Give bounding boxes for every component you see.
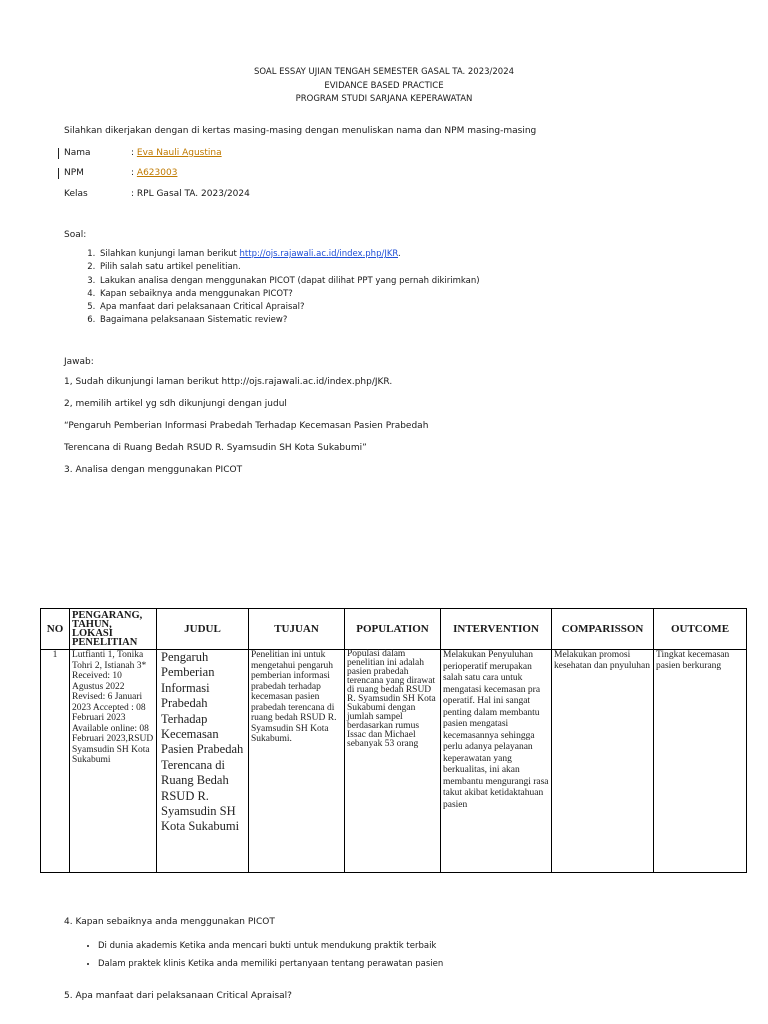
soal-label: Soal: — [64, 230, 87, 240]
q4-title: 4. Kapan sebaiknya anda menggunakan PICOT — [64, 917, 275, 927]
cell-judul: Pengaruh Pemberian Informasi Prabedah Terhadap Kecemasan Pasien Prabedah Terencana di Ruang Bedah RSUD R. Syamsudin SH Kota Sukabumi — [157, 650, 249, 873]
article-title-line2: Terencana di Ruang Bedah RSUD R. Syamsudin SH Kota Sukabumi” — [64, 443, 367, 453]
cell-no: 1 — [41, 650, 70, 873]
soal-item-4: 4. Kapan sebaiknya anda menggunakan PICOT? — [98, 288, 480, 301]
nama-value[interactable]: Eva Nauli Agustina — [136, 148, 222, 158]
jawab-2: 2, memilih artikel yg sdh dikunjungi dengan judul — [64, 399, 287, 409]
kelas-value: : RPL Gasal TA. 2023/2024 — [131, 189, 250, 199]
cell-pengarang: Lutfianti 1, Tonika Tohri 2, Istianah 3* Received: 10 Agustus 2022 Revised: 6 Januari 2023 Accepted : 08 Februari 2023 Available online: 08 Februari 2023,RSUD Syamsudin SH Kota Sukabumi — [70, 650, 157, 873]
table-header-row — [41, 609, 747, 650]
jawab-1: 1, Sudah dikunjungi laman berikut http://ojs.rajawali.ac.id/index.php/JKR. — [64, 377, 393, 387]
npm-field[interactable]: : A623003 — [131, 168, 178, 178]
doc-subtitle: EVIDANCE BASED PRACTICE — [324, 81, 444, 91]
cell-outcome: Tingkat kecemasan pasien berkurang — [654, 650, 747, 873]
soal-item-1: 1. Silahkan kunjungi laman berikut http://ojs.rajawali.ac.id/index.php/JKR. — [98, 248, 480, 261]
doc-title: SOAL ESSAY UJIAN TENGAH SEMESTER GASAL TA. 2023/2024 — [253, 67, 515, 77]
cell-population: Populasi dalam penelitian ini adalah pasien prabedah terencana yang dirawat di ruang bedah RSUD R. Syamsudin SH Kota Sukabumi dengan jumlah sampel berdasarkan rumus Issac dan Michael sebanyak 53 orang — [345, 650, 441, 873]
soal-item-2: 2. Pilih salah satu artikel penelitian. — [98, 261, 480, 274]
cell-comparison: Melakukan promosi kesehatan dan pnyuluhan — [552, 650, 654, 873]
instruction-text: Silahkan dikerjakan dengan di kertas masing-masing dengan menuliskan nama dan NPM masing-masing — [64, 126, 537, 136]
col-header-pengarang: PENGARANG, TAHUN, LOKASI PENELITIAN — [70, 609, 157, 650]
nama-label: Nama — [64, 148, 91, 158]
col-header-population: POPULATION — [345, 609, 441, 650]
soal-list — [76, 248, 480, 328]
col-header-comparison: COMPARISSON — [552, 609, 654, 650]
kelas-label: Kelas — [64, 189, 88, 199]
npm-value[interactable]: A623003 — [136, 168, 178, 178]
col-header-judul: JUDUL — [157, 609, 249, 650]
jawab-3: 3. Analisa dengan menggunakan PICOT — [64, 465, 243, 475]
soal-item-5: 5. Apa manfaat dari pelaksanaan Critical Apraisal? — [98, 301, 480, 314]
text-cursor-mark — [58, 148, 59, 159]
npm-label: NPM — [64, 168, 84, 178]
picot-table — [40, 608, 747, 873]
jawab-label: Jawab: — [64, 357, 94, 367]
text-cursor-mark — [58, 168, 59, 179]
table-row — [41, 650, 747, 873]
col-header-outcome: OUTCOME — [654, 609, 747, 650]
jkr-link[interactable]: http://ojs.rajawali.ac.id/index.php/JKR — [239, 249, 399, 259]
cell-tujuan: Penelitian ini untuk mengetahui pengaruh pemberian informasi prabedah terhadap kecemasan pasien prabedah terencana di ruang bedah RSUD R. Syamsudin SH Kota Sukabumi. — [249, 650, 345, 873]
q5-title: 5. Apa manfaat dari pelaksanaan Critical Apraisal? — [64, 991, 292, 1001]
col-header-no: NO — [41, 609, 70, 650]
col-header-intervention: INTERVENTION — [441, 609, 552, 650]
doc-program: PROGRAM STUDI SARJANA KEPERAWATAN — [295, 94, 473, 104]
q4-bullet-1: • Di dunia akademis Ketika anda mencari bukti untuk mendukung praktik terbaik — [98, 937, 443, 955]
nama-field[interactable]: : Eva Nauli Agustina — [131, 148, 222, 158]
col-header-tujuan: TUJUAN — [249, 609, 345, 650]
soal-item-6: 6. Bagaimana pelaksanaan Sistematic review? — [98, 314, 480, 327]
article-title-line1: “Pengaruh Pemberian Informasi Prabedah Terhadap Kecemasan Pasien Prabedah — [64, 421, 429, 431]
q4-bullets — [76, 937, 443, 973]
q4-bullet-2: • Dalam praktek klinis Ketika anda memiliki pertanyaan tentang perawatan pasien — [98, 955, 443, 973]
soal-item-3: 3. Lakukan analisa dengan menggunakan PICOT (dapat dilihat PPT yang pernah dikirimkan) — [98, 275, 480, 288]
cell-intervention: Melakukan Penyuluhan perioperatif merupakan salah satu cara untuk mengatasi kecemasan pra operatif. Hal ini sangat penting dalam membantu pasien mengatasi kecemasannya sehingga perlu adanya pelayanan keperawatan yang berkualitas, ini akan membantu mengurangi rasa takut akibat ketidaktahuan pasien — [441, 650, 552, 873]
